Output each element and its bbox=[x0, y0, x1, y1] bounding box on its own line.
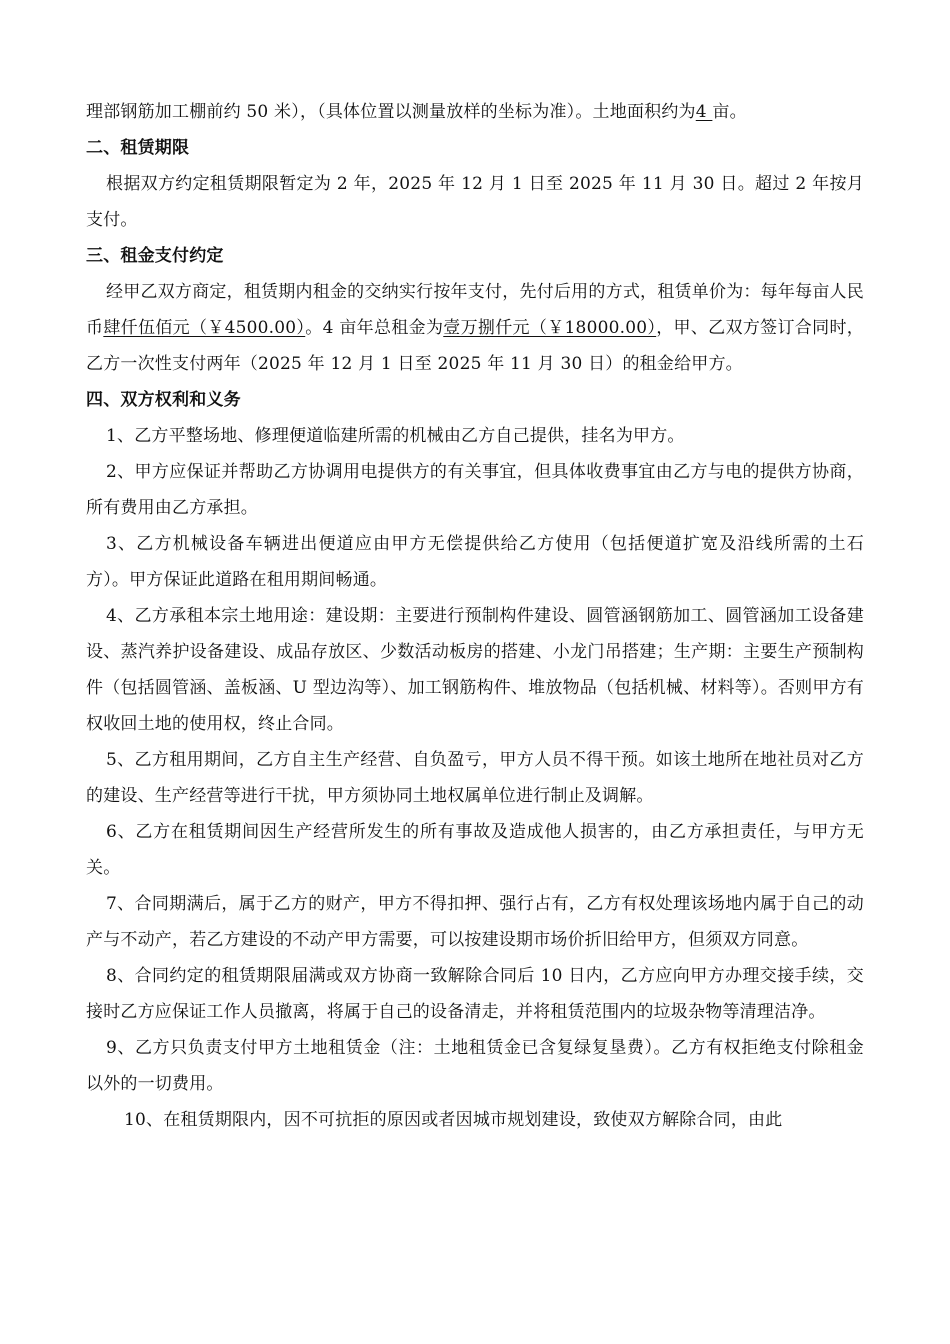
clause-1: 1、乙方平整场地、修理便道临建所需的机械由乙方自己提供，挂名为甲方。 bbox=[106, 426, 685, 446]
clause-5: 5、乙方租用期间，乙方自主生产经营、自负盈亏，甲方人员不得干预。如该土地所在地社员对乙方的建设、生产经营等进行干扰，甲方须协同土地权属单位进行制止及调解。 bbox=[86, 750, 864, 806]
location-text: 理部钢筋加工棚前约 50 米），（具体位置以测量放样的坐标为准）。土地面积约为 bbox=[86, 102, 696, 122]
rent-text-2: 。4 亩年总租金为 bbox=[305, 318, 444, 338]
clause-3: 3、乙方机械设备车辆进出便道应由甲方无偿提供给乙方使用（包括便道扩宽及沿线所需的土石方）。甲方保证此道路在租用期间畅通。 bbox=[86, 534, 864, 590]
section-heading-rent: 三、租金支付约定 bbox=[86, 246, 224, 266]
section-heading-term: 二、租赁期限 bbox=[86, 138, 190, 158]
contract-page bbox=[86, 94, 864, 1138]
clause-6: 6、乙方在租赁期间因生产经营所发生的所有事故及造成他人损害的，由乙方承担责任，与甲方无关。 bbox=[86, 822, 864, 878]
total-rent-value: 壹万捌仟元（￥18000.00） bbox=[443, 318, 657, 338]
location-paragraph bbox=[86, 94, 864, 130]
area-value: 4 bbox=[695, 102, 713, 122]
clause-4: 4、乙方承租本宗土地用途：建设期：主要进行预制构件建设、圆管涵钢筋加工、圆管涵加工设备建设、蒸汽养护设备建设、成品存放区、少数活动板房的搭建、小龙门吊搭建；生产期：主要生产预制构件（包括圆管涵、盖板涵、U 型边沟等）、加工钢筋构件、堆放物品（包括机械、材料等）。否则甲方有权收回土地的使用权，终止合同。 bbox=[86, 606, 864, 734]
clause-8: 8、合同约定的租赁期限届满或双方协商一致解除合同后 10 日内，乙方应向甲方办理交接手续，交接时乙方应保证工作人员撤离，将属于自己的设备清走，并将租赁范围内的垃圾杂物等清理洁净。 bbox=[86, 966, 864, 1022]
clause-7: 7、合同期满后，属于乙方的财产，甲方不得扣押、强行占有，乙方有权处理该场地内属于自己的动产与不动产，若乙方建设的不动产甲方需要，可以按建设期市场价折旧给甲方，但须双方同意。 bbox=[86, 894, 864, 950]
clause-10: 10、在租赁期限内，因不可抗拒的原因或者因城市规划建设，致使双方解除合同，由此 bbox=[124, 1110, 783, 1130]
unit-price-value: 肆仟伍佰元（￥4500.00） bbox=[103, 318, 306, 338]
area-unit: 亩。 bbox=[712, 102, 747, 122]
rent-paragraph bbox=[86, 274, 864, 382]
rent-text-3: ，甲、乙双方签订合同时，乙方一次性支付两年（2025 年 12 月 1 日至 2025 年 11 月 30 日）的租金给甲方。 bbox=[86, 318, 864, 374]
term-paragraph: 根据双方约定租赁期限暂定为 2 年，2025 年 12 月 1 日至 2025 年 11 月 30 日。超过 2 年按月支付。 bbox=[86, 174, 864, 230]
clause-2: 2、甲方应保证并帮助乙方协调用电提供方的有关事宜，但具体收费事宜由乙方与电的提供方协商，所有费用由乙方承担。 bbox=[86, 462, 864, 518]
rent-text-1: 经甲乙双方商定，租赁期内租金的交纳实行按年支付，先付后用的方式，租赁单价为：每年每亩人民币 bbox=[86, 282, 864, 338]
section-heading-rights: 四、双方权利和义务 bbox=[86, 390, 241, 410]
clause-9: 9、乙方只负责支付甲方土地租赁金（注：土地租赁金已含复绿复垦费）。乙方有权拒绝支付除租金以外的一切费用。 bbox=[86, 1038, 864, 1094]
